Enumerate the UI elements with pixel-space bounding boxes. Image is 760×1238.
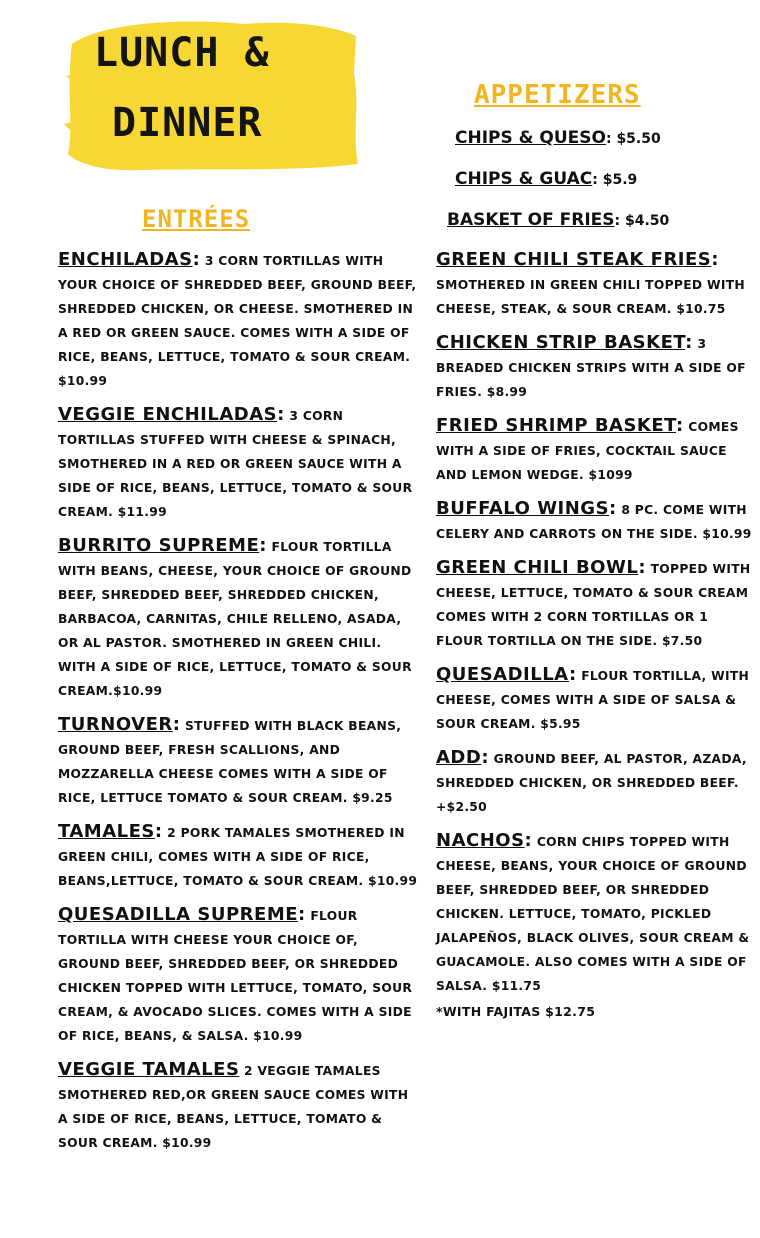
nachos-fajitas-option: *WITH FAJITAS $12.75 <box>436 1004 596 1019</box>
item-price: : $5.50 <box>605 131 661 147</box>
menu-item: CHICKEN STRIP BASKET: 3 BREADED CHICKEN STRIPS WITH A SIDE OF FRIES. $8.99 <box>436 332 746 399</box>
appetizer-basket-of-fries <box>447 210 669 230</box>
menu-item: QUESADILLA: FLOUR TORTILLA, WITH CHEESE, COMES WITH A SIDE OF SALSA & SOUR CREAM. $5.95 <box>436 664 750 731</box>
menu-item: GREEN CHILI STEAK FRIES: SMOTHERED IN GREEN CHILI TOPPED WITH CHEESE, STEAK, & SOUR CREAM. $10.75 <box>436 249 746 316</box>
item-description: FLOUR TORTILLA WITH CHEESE YOUR CHOICE OF, GROUND BEEF, SHREDDED BEEF, OR SHREDDED CHICKEN TOPPED WITH LETTUCE, TOMATO, SOUR CREAM, & AVOCADO SLICES. COMES WITH A SIDE OF RICE, BEANS, & SALSA. $10.99 <box>58 909 413 1043</box>
item-name: QUESADILLA <box>436 664 569 685</box>
item-name: CHICKEN STRIP BASKET <box>436 332 686 353</box>
item-name: TAMALES <box>58 821 155 842</box>
menu-item: GREEN CHILI BOWL: TOPPED WITH CHEESE, LETTUCE, TOMATO & SOUR CREAM COMES WITH 2 CORN TORTILLAS OR 1 FLOUR TORTILLA ON THE SIDE. $7.50 <box>436 557 751 648</box>
menu-item: ADD: GROUND BEEF, AL PASTOR, AZADA, SHREDDED CHICKEN, OR SHREDDED BEEF. +$2.50 <box>436 747 747 814</box>
item-description: 3 CORN TORTILLAS STUFFED WITH CHEESE & SPINACH, SMOTHERED IN A RED OR GREEN SAUCE WITH A SIDE OF RICE, BEANS, LETTUCE, TOMATO & SOUR CREAM. $11.99 <box>58 409 413 519</box>
item-description: 3 CORN TORTILLAS WITH YOUR CHOICE OF SHREDDED BEEF, GROUND BEEF, SHREDDED CHICKEN, OR CHEESE. SMOTHERED IN A RED OR GREEN SAUCE. COMES WITH A SIDE OF RICE, BEANS, LETTUCE, TOMATO & SOUR CREAM. $10.99 <box>58 254 417 388</box>
item-description: STUFFED WITH BLACK BEANS, GROUND BEEF, FRESH SCALLIONS, AND MOZZARELLA CHEESE COMES WITH A SIDE OF RICE, LETTUCE TOMATO & SOUR CREAM. $9.25 <box>58 719 402 805</box>
menu-item: QUESADILLA SUPREME: FLOUR TORTILLA WITH CHEESE YOUR CHOICE OF, GROUND BEEF, SHREDDED BEEF, OR SHREDDED CHICKEN TOPPED WITH LETTUCE, TOMATO, SOUR CREAM, & AVOCADO SLICES. COMES WITH A SIDE OF RICE, BEANS, & SALSA. $10.99 <box>58 904 413 1043</box>
item-price: : $4.50 <box>614 213 670 229</box>
item-name: FRIED SHRIMP BASKET <box>436 415 676 436</box>
menu-item: ENCHILADAS: 3 CORN TORTILLAS WITH YOUR CHOICE OF SHREDDED BEEF, GROUND BEEF, SHREDDED CHICKEN, OR CHEESE. SMOTHERED IN A RED OR GREEN SAUCE. COMES WITH A SIDE OF RICE, BEANS, LETTUCE, TOMATO & SOUR CREAM. $10.99 <box>58 249 417 388</box>
appetizer-chips-guac <box>455 169 637 189</box>
title-line-1: LUNCH & <box>94 30 270 76</box>
item-name: GREEN CHILI STEAK FRIES <box>436 249 712 270</box>
item-name: CHIPS & QUESO <box>455 128 606 148</box>
item-name: BASKET OF FRIES <box>447 210 615 230</box>
item-name: CHIPS & GUAC <box>455 169 593 189</box>
item-description: 3 BREADED CHICKEN STRIPS WITH A SIDE OF FRIES. $8.99 <box>436 337 746 399</box>
item-name: VEGGIE TAMALES <box>58 1059 240 1080</box>
item-description: FLOUR TORTILLA WITH BEANS, CHEESE, YOUR CHOICE OF GROUND BEEF, SHREDDED BEEF, SHREDDED CHICKEN, BARBACOA, CARNITAS, CHILE RELLENO, ASADA, OR AL PASTOR. SMOTHERED IN GREEN CHILI. WITH A SIDE OF RICE, LETTUCE, TOMATO & SOUR CREAM.$10.99 <box>58 540 412 698</box>
menu-item <box>58 1058 418 1155</box>
title-line-2: DINNER <box>112 100 263 146</box>
menu-item: BURRITO SUPREME: FLOUR TORTILLA WITH BEANS, CHEESE, YOUR CHOICE OF GROUND BEEF, SHREDDED BEEF, SHREDDED CHICKEN, BARBACOA, CARNITAS, CHILE RELLENO, ASADA, OR AL PASTOR. SMOTHERED IN GREEN CHILI. WITH A SIDE OF RICE, LETTUCE, TOMATO & SOUR CREAM.$10.99 <box>58 535 412 698</box>
item-description: FLOUR TORTILLA, WITH CHEESE, COMES WITH A SIDE OF SALSA & SOUR CREAM. $5.95 <box>436 669 750 731</box>
menu-item: NACHOS: CORN CHIPS TOPPED WITH CHEESE, BEANS, YOUR CHOICE OF GROUND BEEF, SHREDDED BEEF, OR SHREDDED CHICKEN. LETTUCE, TOMATO, PICKLED JALAPEÑOS, BLACK OLIVES, SOUR CREAM & GUACAMOLE. ALSO COMES WITH A SIDE OF SALSA. $11.75 *WITH FAJITAS $12.75 <box>436 829 754 1024</box>
item-price: : $5.9 <box>592 172 638 188</box>
item-name: VEGGIE ENCHILADAS <box>58 404 278 425</box>
appetizers-heading: APPETIZERS <box>474 80 641 110</box>
item-name: GREEN CHILI BOWL <box>436 557 639 578</box>
menu-item: VEGGIE ENCHILADAS: 3 CORN TORTILLAS STUFFED WITH CHEESE & SPINACH, SMOTHERED IN A RED OR GREEN SAUCE WITH A SIDE OF RICE, BEANS, LETTUCE, TOMATO & SOUR CREAM. $11.99 <box>58 404 413 519</box>
item-description: 2 PORK TAMALES SMOTHERED IN GREEN CHILI, COMES WITH A SIDE OF RICE, BEANS,LETTUCE, TOMATO & SOUR CREAM. $10.99 <box>58 826 418 888</box>
item-description: COMES WITH A SIDE OF FRIES, COCKTAIL SAUCE AND LEMON WEDGE. $1099 <box>436 420 739 482</box>
menu-item: TURNOVER: STUFFED WITH BLACK BEANS, GROUND BEEF, FRESH SCALLIONS, AND MOZZARELLA CHEESE COMES WITH A SIDE OF RICE, LETTUCE TOMATO & SOUR CREAM. $9.25 <box>58 714 402 805</box>
item-description: 2 VEGGIE TAMALES SMOTHERED RED,OR GREEN SAUCE COMES WITH A SIDE OF RICE, BEANS, LETTUCE, TOMATO & SOUR CREAM. $10.99 <box>58 1064 409 1150</box>
item-name: NACHOS <box>436 830 525 851</box>
menu-item: TAMALES: 2 PORK TAMALES SMOTHERED IN GREEN CHILI, COMES WITH A SIDE OF RICE, BEANS,LETTUCE, TOMATO & SOUR CREAM. $10.99 <box>58 821 418 888</box>
item-description: SMOTHERED IN GREEN CHILI TOPPED WITH CHEESE, STEAK, & SOUR CREAM. $10.75 <box>436 278 746 316</box>
menu-item: FRIED SHRIMP BASKET: COMES WITH A SIDE OF FRIES, COCKTAIL SAUCE AND LEMON WEDGE. $1099 <box>436 415 739 482</box>
menu-item: BUFFALO WINGS: 8 PC. COME WITH CELERY AND CARROTS ON THE SIDE. $10.99 <box>436 498 752 541</box>
item-name: BURRITO SUPREME <box>58 535 260 556</box>
item-name: ADD <box>436 747 482 768</box>
item-description: TOPPED WITH CHEESE, LETTUCE, TOMATO & SOUR CREAM COMES WITH 2 CORN TORTILLAS OR 1 FLOUR TORTILLA ON THE SIDE. $7.50 <box>436 562 751 648</box>
entrees-column <box>58 248 418 1165</box>
item-name: BUFFALO WINGS <box>436 498 610 519</box>
item-name: QUESADILLA SUPREME <box>58 904 299 925</box>
item-name: TURNOVER <box>58 714 173 735</box>
item-description: CORN CHIPS TOPPED WITH CHEESE, BEANS, YOUR CHOICE OF GROUND BEEF, SHREDDED BEEF, OR SHREDDED CHICKEN. LETTUCE, TOMATO, PICKLED JALAPEÑOS, BLACK OLIVES, SOUR CREAM & GUACAMOLE. ALSO COMES WITH A SIDE OF SALSA. $11.75 <box>436 835 750 993</box>
item-description: 8 PC. COME WITH CELERY AND CARROTS ON THE SIDE. $10.99 <box>436 503 752 541</box>
appetizer-chips-queso <box>455 128 661 148</box>
appetizers-column <box>436 248 754 1034</box>
item-name: ENCHILADAS <box>58 249 193 270</box>
item-description: GROUND BEEF, AL PASTOR, AZADA, SHREDDED CHICKEN, OR SHREDDED BEEF. +$2.50 <box>436 752 747 814</box>
entrees-heading: ENTRÉES <box>142 205 251 233</box>
